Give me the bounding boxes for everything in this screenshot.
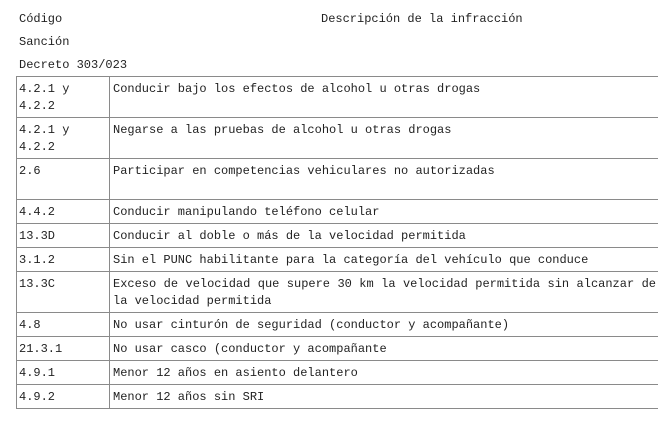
description-cell xyxy=(110,337,658,361)
description-cell xyxy=(110,313,658,337)
header-codigo: Código xyxy=(19,12,63,26)
table-row xyxy=(17,313,658,337)
code-text: 21.3.1 xyxy=(19,342,63,356)
table-row xyxy=(17,200,658,224)
code-text: 4.2.1 y 4.2.2 xyxy=(19,123,70,154)
description-text: Participar en competencias vehiculares no autorizadas xyxy=(113,164,495,178)
code-cell xyxy=(17,224,110,248)
code-cell xyxy=(17,248,110,272)
description-text: Conducir manipulando teléfono celular xyxy=(113,205,380,219)
code-cell xyxy=(17,272,110,313)
description-cell xyxy=(110,77,658,118)
table-row xyxy=(17,337,658,361)
code-text: 4.4.2 xyxy=(19,205,56,219)
description-text: Menor 12 años sin SRI xyxy=(113,390,265,404)
code-text: 4.9.2 xyxy=(19,390,56,404)
description-cell xyxy=(110,200,658,224)
table-header xyxy=(0,0,658,76)
code-text: 13.3D xyxy=(19,229,56,243)
table-row xyxy=(17,361,658,385)
table-row xyxy=(17,118,658,159)
description-text: Conducir al doble o más de la velocidad permitida xyxy=(113,229,466,243)
description-text: Negarse a las pruebas de alcohol u otras drogas xyxy=(113,123,452,137)
table-row xyxy=(17,159,658,200)
code-cell xyxy=(17,361,110,385)
infractions-table xyxy=(16,76,658,409)
description-cell xyxy=(110,272,658,313)
code-text: 13.3C xyxy=(19,277,56,291)
code-cell xyxy=(17,337,110,361)
table-row xyxy=(17,272,658,313)
description-text: Conducir bajo los efectos de alcohol u otras drogas xyxy=(113,82,481,96)
code-text: 4.2.1 y 4.2.2 xyxy=(19,82,70,113)
table-row xyxy=(17,77,658,118)
code-cell xyxy=(17,159,110,200)
code-cell xyxy=(17,385,110,409)
description-cell xyxy=(110,361,658,385)
code-text: 2.6 xyxy=(19,164,41,178)
description-cell xyxy=(110,118,658,159)
code-text: 3.1.2 xyxy=(19,253,56,267)
description-text: No usar cinturón de seguridad (conductor y acompañante) xyxy=(113,318,510,332)
code-cell xyxy=(17,118,110,159)
code-text: 4.8 xyxy=(19,318,41,332)
table-row xyxy=(17,224,658,248)
description-text: Sin el PUNC habilitante para la categoría del vehículo que conduce xyxy=(113,253,589,267)
table-row xyxy=(17,385,658,409)
description-text: Exceso de velocidad que supere 30 km la velocidad permitida sin alcanzar de la velocidad permitida xyxy=(113,277,656,308)
code-cell xyxy=(17,77,110,118)
table-row xyxy=(17,248,658,272)
description-cell xyxy=(110,248,658,272)
description-cell xyxy=(110,159,658,200)
description-cell xyxy=(110,385,658,409)
description-text: Menor 12 años en asiento delantero xyxy=(113,366,358,380)
code-text: 4.9.1 xyxy=(19,366,56,380)
header-decreto: Decreto 303/023 xyxy=(19,58,128,72)
description-cell xyxy=(110,224,658,248)
code-cell xyxy=(17,313,110,337)
description-text: No usar casco (conductor y acompañante xyxy=(113,342,387,356)
header-sancion: Sanción xyxy=(19,35,70,49)
header-descripcion: Descripción de la infracción xyxy=(321,12,523,26)
code-cell xyxy=(17,200,110,224)
